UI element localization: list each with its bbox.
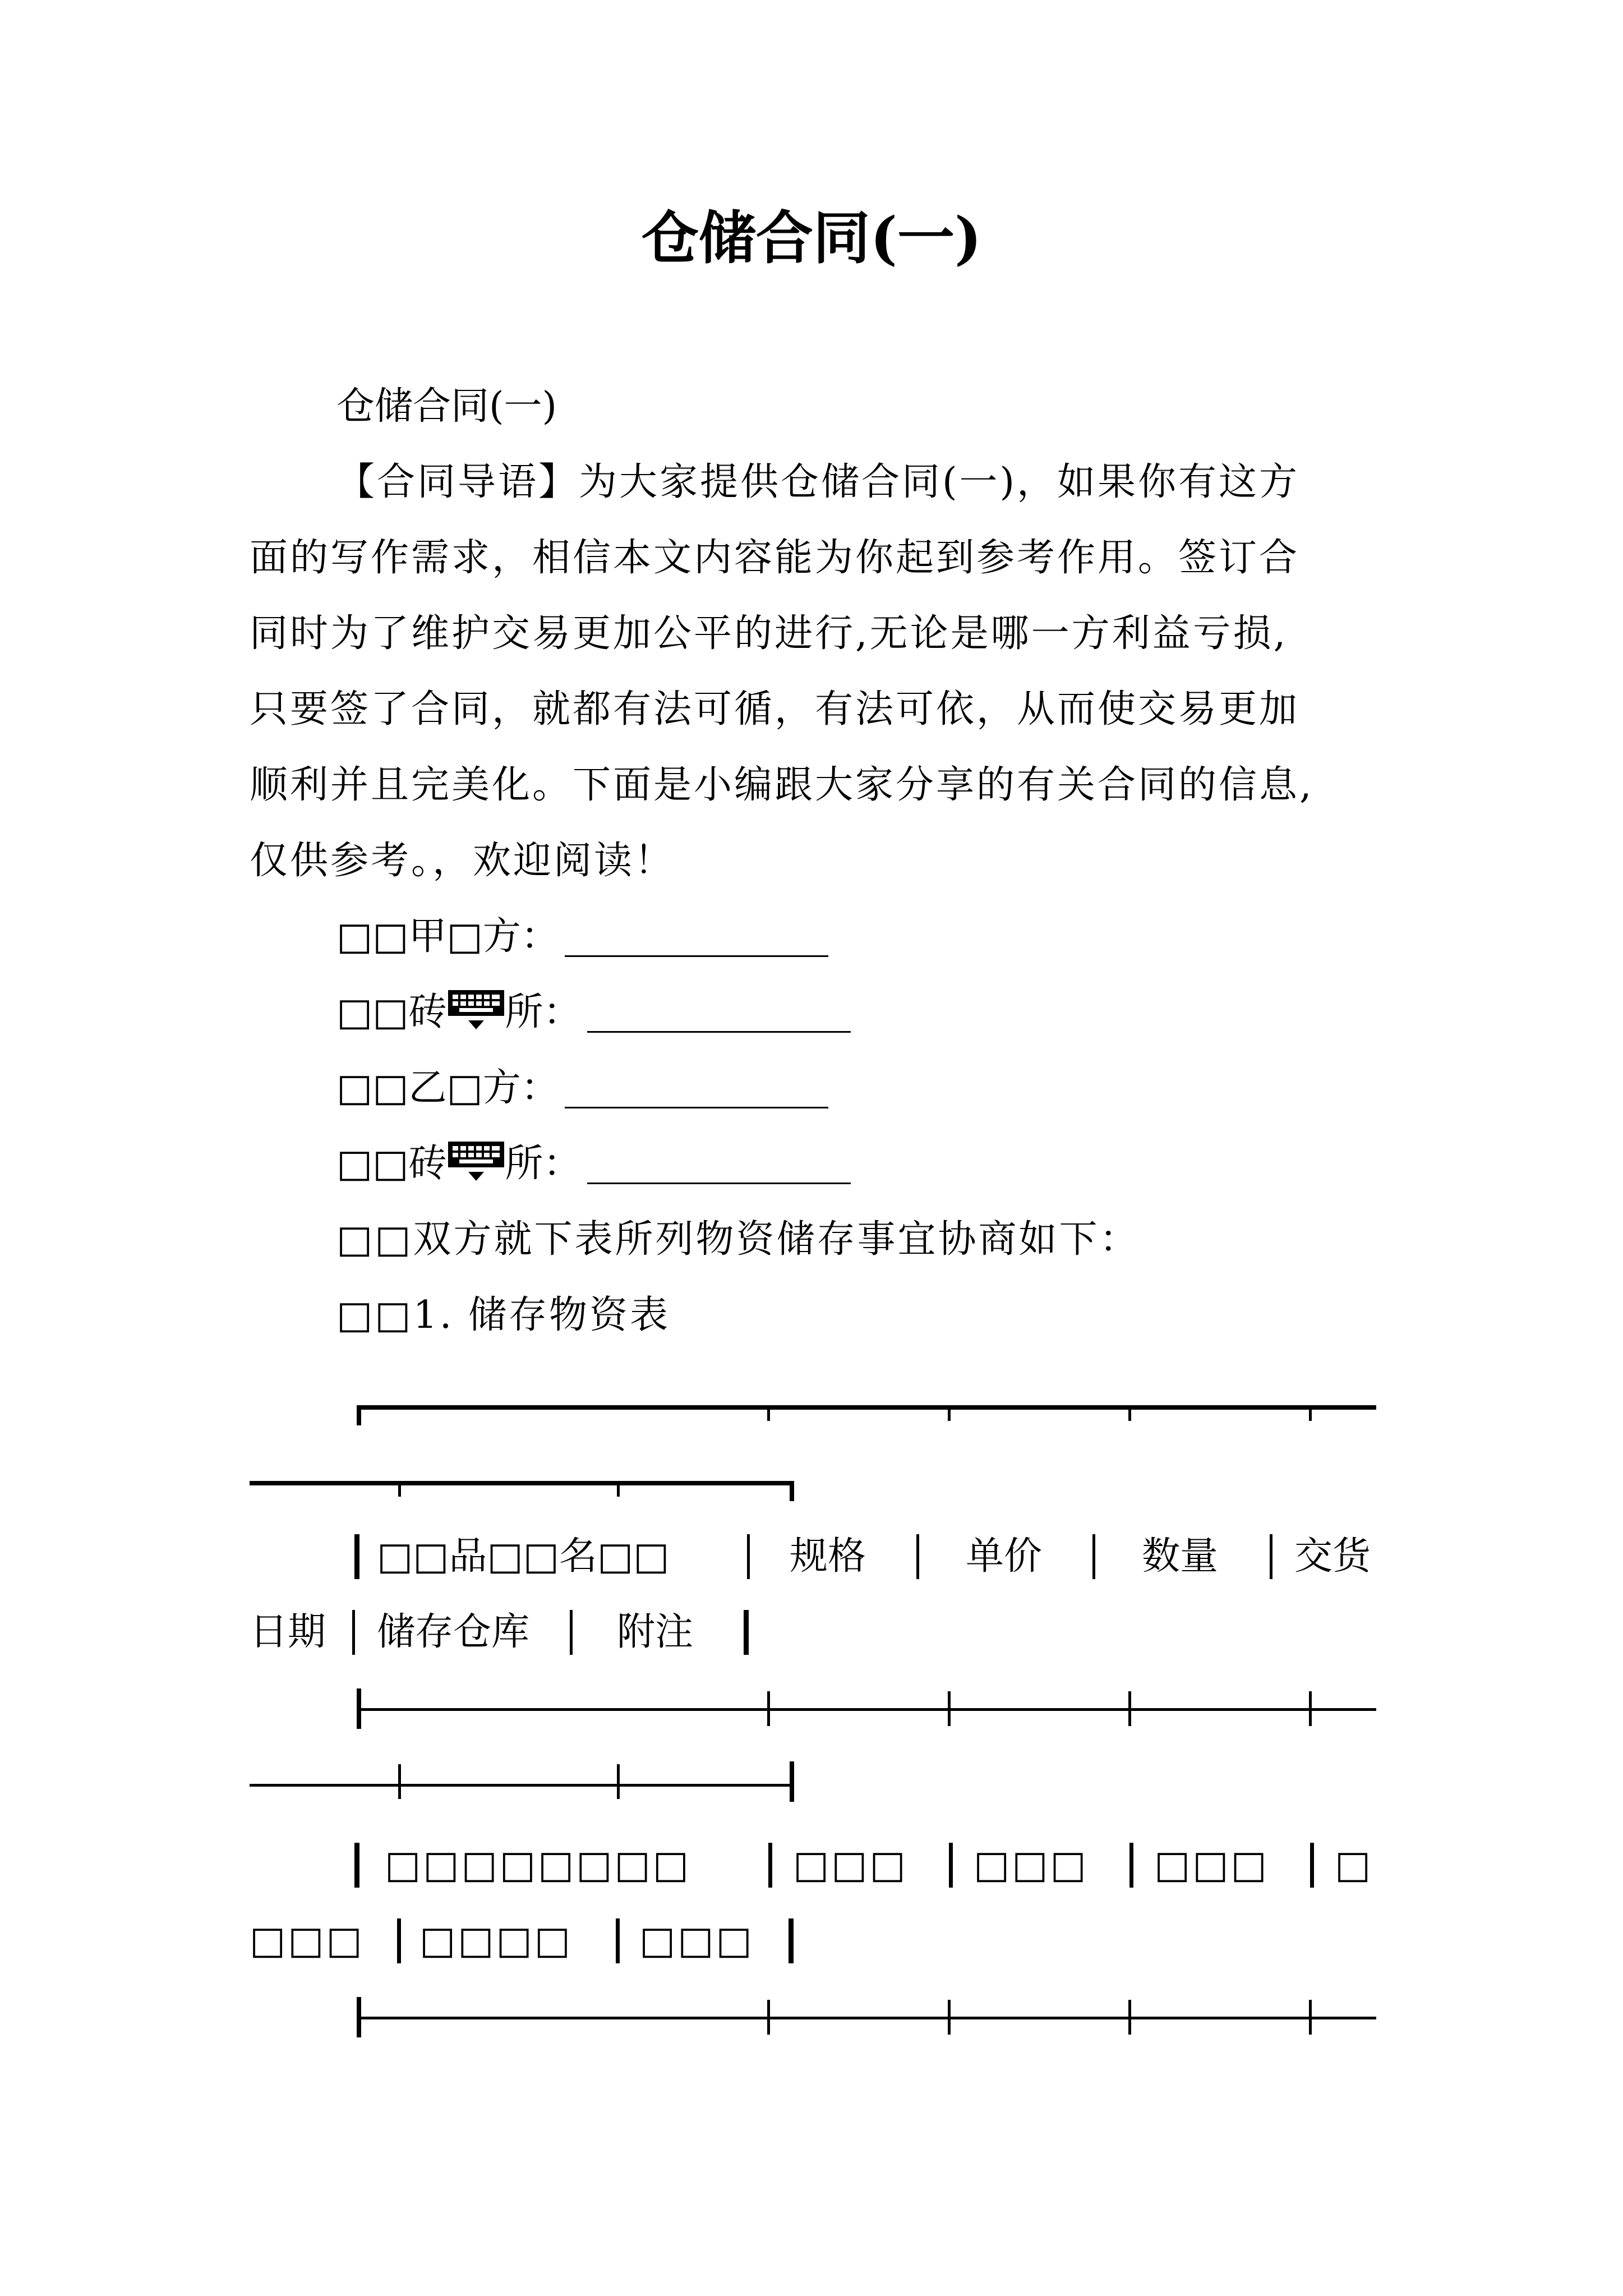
table-bar [354, 1843, 359, 1888]
header-notes: 附注 [617, 1610, 694, 1654]
data-cell-product: □□□□□□□□ [385, 1843, 691, 1887]
document-subtitle: 仓储合同(一) [336, 384, 557, 429]
data-cell-notes: □□□ [639, 1918, 754, 1963]
table-tick [767, 2000, 770, 2035]
data-cell-price: □□□ [974, 1843, 1089, 1887]
data-cell-quantity: □□□ [1154, 1843, 1269, 1887]
table-row-separator [357, 1708, 1376, 1711]
table-bar [1129, 1843, 1133, 1888]
table-tick [948, 1405, 951, 1421]
table-bottom-separator [357, 2017, 1376, 2019]
address-a-label-pre: □□砖 [336, 990, 447, 1034]
table-tick [1128, 1405, 1131, 1421]
table-tick [948, 1691, 951, 1726]
table-bar [616, 1918, 620, 1963]
table-tick [948, 2000, 951, 2035]
table-corner [357, 1405, 361, 1425]
table-bar [352, 1610, 355, 1655]
header-quantity: 数量 [1142, 1534, 1219, 1579]
intro-line-6: 仅供参考。，欢迎阅读！ [250, 839, 675, 883]
keyboard-icon [447, 1139, 505, 1182]
address-b-blank [587, 1149, 851, 1184]
data-cell-date: □□□ [250, 1918, 365, 1963]
table-bar [1270, 1534, 1272, 1579]
table-tick [767, 1691, 770, 1726]
party-a-label: □□甲□方： [336, 914, 559, 959]
address-a-label-post: 所： [505, 990, 582, 1034]
intro-line-1: 【合同导语】为大家提供仓储合同(一)，如果你有这方 [336, 460, 1300, 504]
table-top-border [357, 1405, 1376, 1410]
header-product-name: □□品□□名□□ [377, 1534, 670, 1579]
table-tick [617, 1764, 620, 1799]
data-cell-delivery: □ [1335, 1843, 1371, 1887]
address-b-field [336, 1139, 1464, 1189]
table-bar [1310, 1843, 1314, 1888]
table-bar [789, 1918, 794, 1963]
table-tick [398, 1481, 401, 1497]
table-tick [767, 1405, 770, 1421]
table-tick [1128, 2000, 1131, 2035]
header-unit-price: 单价 [966, 1534, 1043, 1579]
party-a-field [336, 912, 1464, 962]
table-tick [398, 1764, 401, 1799]
party-a-blank [565, 922, 828, 957]
table-bar [354, 1534, 359, 1579]
header-warehouse: 储存仓库 [377, 1610, 530, 1654]
intro-line-5: 顺利并且完美化。下面是小编跟大家分享的有关合同的信息, [250, 763, 1314, 807]
intro-line-3: 同时为了维护交易更加公平的进行,无论是哪一方利益亏损, [250, 611, 1288, 656]
table-row-separator-cont [250, 1784, 794, 1787]
intro-line-4: 只要签了合同，就都有法可循，有法可依，从而使交易更加 [250, 687, 1300, 731]
address-b-label-post: 所： [505, 1142, 582, 1186]
header-date: 日期 [250, 1610, 326, 1654]
header-spec: 规格 [790, 1534, 866, 1579]
table-tick [617, 1481, 620, 1497]
table-tick [790, 1761, 794, 1802]
party-b-blank [565, 1073, 828, 1108]
table-bar [949, 1843, 953, 1888]
table-tick [357, 1997, 361, 2037]
party-b-field [336, 1063, 1464, 1114]
table-bar [768, 1843, 772, 1888]
address-a-field [336, 987, 1464, 1038]
data-cell-warehouse: □□□□ [419, 1918, 573, 1963]
table-bar [570, 1610, 573, 1655]
table-tick [1309, 1405, 1312, 1421]
header-delivery: 交货 [1294, 1534, 1371, 1579]
table-bar [397, 1918, 401, 1963]
table-tick [357, 1688, 361, 1729]
intro-line-2: 面的写作需求，相信本文内容能为你起到参考作用。签订合 [250, 536, 1300, 580]
party-b-label: □□乙□方： [336, 1066, 559, 1110]
keyboard-icon [447, 988, 505, 1030]
table-bar [747, 1534, 750, 1579]
address-b-label-pre: □□砖 [336, 1142, 447, 1186]
address-a-blank [587, 997, 851, 1033]
agreement-line: □□双方就下表所列物资储存事宜协商如下： [336, 1217, 1140, 1262]
table-top-border-cont [250, 1481, 794, 1485]
document-title: 仓储合同(一) [641, 205, 982, 272]
data-cell-spec: □□□ [793, 1843, 908, 1887]
table-tick [1128, 1691, 1131, 1726]
table-bar [1092, 1534, 1095, 1579]
table-tick [1309, 2000, 1312, 2035]
table-bar [744, 1610, 749, 1655]
table-bar [916, 1534, 919, 1579]
section-heading: □□1. 储存物资表 [336, 1293, 670, 1337]
table-corner [790, 1481, 794, 1501]
table-tick [1309, 1691, 1312, 1726]
